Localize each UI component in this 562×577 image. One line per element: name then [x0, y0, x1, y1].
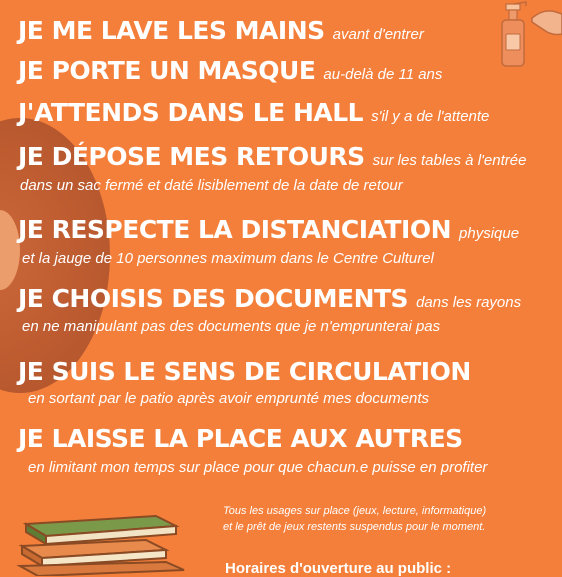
- rule-heading: JE DÉPOSE MES RETOURS: [18, 142, 365, 171]
- rule-heading: JE SUIS LE SENS DE CIRCULATION: [18, 357, 471, 386]
- rule-detail: dans les rayons: [416, 294, 522, 311]
- rule-wash-hands: [18, 16, 424, 45]
- rule-circulation: [18, 357, 471, 386]
- rule-heading: JE LAISSE LA PLACE AUX AUTRES: [18, 424, 463, 453]
- rule-detail: s'il y a de l'attente: [371, 108, 490, 125]
- rule-heading: JE CHOISIS DES DOCUMENTS: [18, 284, 409, 313]
- rule-heading: J'ATTENDS DANS LE HALL: [18, 98, 364, 127]
- rule-choose-documents: [18, 284, 521, 313]
- rule-leave-room: [18, 424, 463, 453]
- rule-subtext: en ne manipulant pas des documents que je n'emprunterai pas: [22, 318, 441, 335]
- note-line-1: Tous les usages sur place (jeux, lecture, informatique): [223, 505, 487, 517]
- books-icon: [16, 510, 186, 576]
- opening-hours-title: Horaires d'ouverture au public :: [225, 560, 452, 577]
- rule-heading: JE PORTE UN MASQUE: [18, 56, 316, 85]
- rule-heading: JE RESPECTE LA DISTANCIATION: [18, 215, 452, 244]
- rule-wear-mask: [18, 56, 442, 85]
- rule-subtext: dans un sac fermé et daté lisiblement de la date de retour: [20, 177, 403, 194]
- rule-detail: au-delà de 11 ans: [323, 66, 443, 83]
- rule-subtext: en limitant mon temps sur place pour que chacun.e puisse en profiter: [28, 459, 488, 476]
- rule-detail: avant d'entrer: [332, 26, 424, 43]
- rule-wait-hall: [18, 98, 489, 127]
- rule-detail: physique: [459, 225, 520, 242]
- note-line-2: et le prêt de jeux restents suspendus pour le moment.: [223, 521, 486, 533]
- rule-detail: sur les tables à l'entrée: [372, 152, 527, 169]
- hand-sanitizer-icon: [492, 0, 562, 70]
- rule-distancing: [18, 215, 519, 244]
- rule-heading: JE ME LAVE LES MAINS: [18, 16, 325, 45]
- rule-subtext: en sortant par le patio après avoir emprunté mes documents: [28, 390, 430, 407]
- rule-drop-returns: [18, 142, 526, 171]
- rule-subtext: et la jauge de 10 personnes maximum dans le Centre Culturel: [22, 250, 434, 267]
